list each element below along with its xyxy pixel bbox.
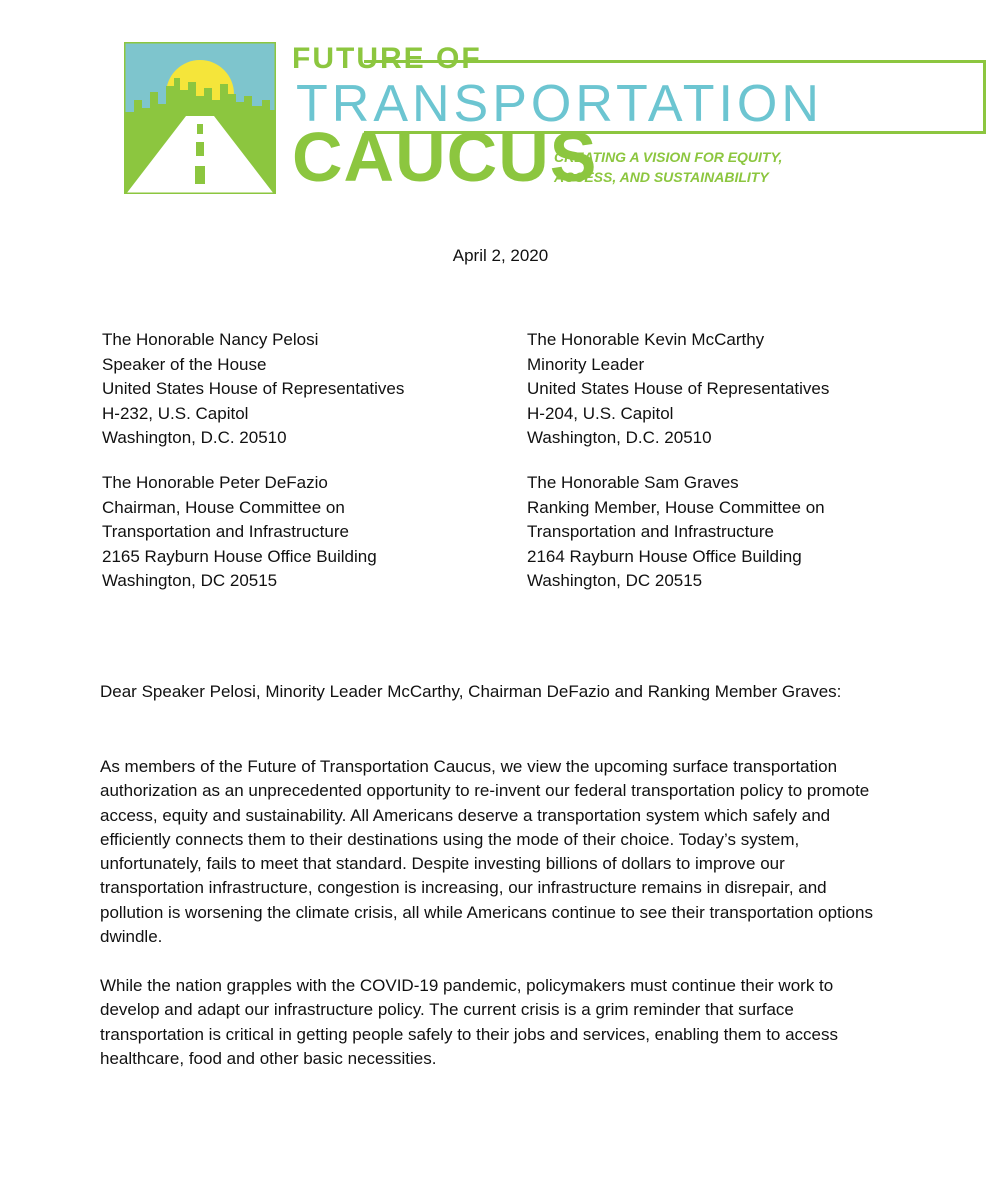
recipient-city: Washington, D.C. 20510	[102, 428, 287, 448]
recipient-city: Washington, D.C. 20510	[527, 428, 712, 448]
recipient-address-mccarthy	[527, 328, 829, 451]
recipient-title: Minority Leader	[527, 354, 645, 374]
salutation: Dear Speaker Pelosi, Minority Leader McCarthy, Chairman DeFazio and Ranking Member Graves:	[100, 682, 842, 701]
brand-line-transportation: TRANSPORTATION	[296, 75, 823, 133]
recipient-org: Transportation and Infrastructure	[102, 522, 349, 542]
recipient-name: The Honorable Kevin McCarthy	[527, 330, 765, 349]
recipient-office: H-204, U.S. Capitol	[527, 403, 674, 423]
letter-date: April 2, 2020	[452, 246, 549, 265]
caucus-road-logo-icon	[124, 42, 276, 194]
recipient-city: Washington, DC 20515	[527, 571, 703, 591]
body-paragraph: As members of the Future of Transportation Caucus, we view the upcoming surface transportation authorization as an unprecedented opportunity to re-invent our federal transportation policy to promote access, equity and sustainability. All Americans deserve a transportation system which safely and efficiently connects them to their destinations using the mode of their choice. Today’s system, unfortunately, fails to meet that standard. Despite investing billions of dollars to improve our transportation infrastructure, congestion is increasing, our infrastructure remains in disrepair, and pollution is worsening the climate crisis, all while Americans continue to see their transportation options dwindle.	[100, 757, 873, 947]
recipient-name: The Honorable Nancy Pelosi	[102, 330, 319, 349]
recipient-office: 2164 Rayburn House Office Building	[527, 546, 802, 566]
tagline-line-1: CREATING A VISION FOR EQUITY,	[554, 149, 783, 165]
recipient-office: H-232, U.S. Capitol	[102, 403, 249, 423]
body-paragraph: While the nation grapples with the COVID-19 pandemic, policymakers must continue their work to develop and adapt our infrastructure policy. The current crisis is a grim reminder that surface transportation is critical in getting people safely to their jobs and services, enabling them to access healthcare, food and other basic necessities.	[100, 976, 839, 1068]
brand-line-caucus: CAUCUS	[292, 118, 598, 196]
brand-line-future-of: FUTURE OF	[292, 42, 482, 75]
tagline	[554, 147, 782, 187]
recipient-city: Washington, DC 20515	[102, 571, 278, 591]
recipient-org: United States House of Representatives	[102, 379, 405, 399]
recipient-address-pelosi	[102, 328, 404, 451]
recipient-name: The Honorable Peter DeFazio	[102, 473, 328, 492]
recipient-name: The Honorable Sam Graves	[527, 473, 739, 492]
recipient-address-defazio	[102, 471, 377, 594]
recipient-office: 2165 Rayburn House Office Building	[102, 546, 377, 566]
recipient-title: Ranking Member, House Committee on	[527, 497, 825, 517]
recipient-address-graves	[527, 471, 825, 594]
letterhead	[124, 40, 866, 195]
recipient-org: Transportation and Infrastructure	[527, 522, 774, 542]
recipient-title: Speaker of the House	[102, 354, 267, 374]
recipient-org: United States House of Representatives	[527, 379, 830, 399]
recipient-title: Chairman, House Committee on	[102, 497, 345, 517]
tagline-line-2: ACCESS, AND SUSTAINABILITY	[554, 169, 769, 185]
